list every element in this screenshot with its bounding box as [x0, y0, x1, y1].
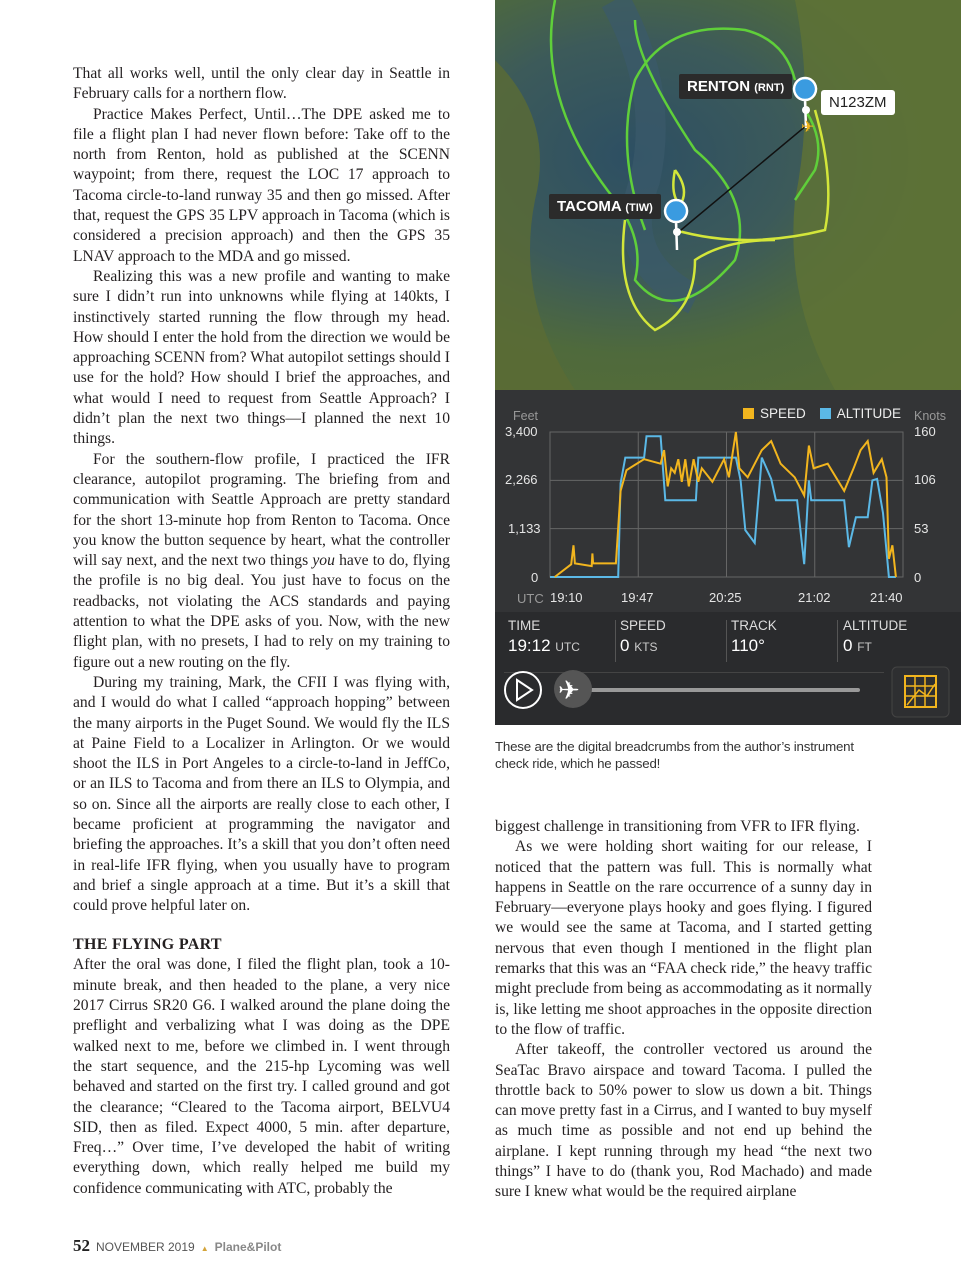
right-tick: 53 — [914, 521, 929, 536]
stat-track: TRACK 110° — [731, 618, 777, 655]
tacoma-label: TACOMA (TIW) — [549, 194, 661, 219]
legend-speed: SPEED — [760, 406, 806, 421]
paragraph: After takeoff, the controller vectored us around the SeaTac Bravo airspace and toward Tacoma. I pulled the throttle back to 50% power to slow us down a bit. Things can move pretty fast in a Cirrus, and I wanted to buy myself as much time as possible and not end up behind the airplane. I kept running through my head “the next two things” I have to do (thank you, Rod Machado) and made sure I knew what would be the required airplane — [495, 1041, 872, 1201]
x-tick: 19:47 — [621, 590, 654, 605]
paragraph: biggest challenge in transitioning from VFR to IFR flying. — [495, 818, 860, 835]
legend-altitude: ALTITUDE — [836, 406, 902, 421]
tacoma-pin-icon[interactable] — [665, 200, 687, 250]
text: have to do, flying the profile is no big deal. You just have to focus on the readbacks, not violating the ACS standards and paying attention to what the DPE asks of you. Now, with the new flight plan, with no presets, I had to rely on my training to figure out a new routing on the fly. — [73, 552, 450, 671]
x-tick: 20:25 — [709, 590, 742, 605]
right-tick: 106 — [914, 472, 936, 487]
stat-speed: SPEED 0 KTS — [620, 618, 666, 655]
chart-toggle-button[interactable] — [892, 667, 949, 717]
issue-date: NOVEMBER 2019 — [96, 1240, 195, 1254]
paragraph: As we were holding short waiting for our release, I noticed that the pattern was full. This is normally what happens in Seattle on the rare occurrence of a sunny day in February—everyone plays hooky and goes flying. I figured we would see the same at Tacoma, and I started getting nervous that even though I mentioned in the flight plan remarks that this was an “FAA check ride,” the heavy traffic might preclude from being as accommodating as it normally is, like letting me shoot approaches in the opposite direction to the flow of traffic. — [495, 838, 872, 1038]
left-tick: 1,133 — [508, 521, 541, 536]
altitude-series-line — [550, 436, 896, 577]
flight-track-map[interactable] — [495, 0, 961, 390]
triangle-icon: ▲ — [200, 1244, 209, 1253]
page-footer — [73, 1236, 281, 1256]
stats-bar — [495, 612, 961, 725]
slider-handle-airplane-icon[interactable] — [554, 670, 592, 708]
renton-label: RENTON (RNT) — [679, 74, 792, 99]
paragraph: During my training, Mark, the CFII I was flying with, and I would do what I called “approach hopping” between the many airports in the Puget Sound. We would fly the ILS at Paine Field to a Localizer in Arlington. Or we would shoot the ILS in Port Angeles to a circle-to-land in JeffCo, or an ILS to Tacoma and from there an ILS to Olympia, and so on. Since all the airports are really close to each other, I became proficient at programming the navigator and briefing the approaches. It’s a skill that you don’t often need in real-life IFR flying, when you usually have to program and brief a single approach at a time. But it’s a skill that could prove helpful later on. — [73, 673, 450, 915]
left-column — [73, 64, 450, 1199]
x-axis-label: UTC — [517, 591, 544, 606]
left-tick: 3,400 — [505, 424, 538, 439]
magazine-name: Plane&Pilot — [214, 1240, 282, 1254]
playback-slider[interactable] — [565, 688, 860, 692]
flight-track-green — [551, 0, 818, 301]
speed-altitude-chart — [495, 390, 961, 612]
right-axis-label: Knots — [914, 409, 946, 423]
flight-data-panel — [495, 390, 961, 725]
right-column — [495, 817, 872, 1203]
paragraph: Realizing this was a new profile and wanting to make sure I didn’t run into unknowns while flying at 140kts, I instinctively started running the flow through my head. How should I enter the hold from the direction we would be approaching SCENN from? What autopilot settings should I use for the hold? How should I brief the approaches, and what would I need to request from Seattle Approach? I didn’t plan the next two things—I planned the next 10 things. — [73, 267, 450, 448]
left-tick: 0 — [531, 570, 539, 585]
x-tick: 21:40 — [870, 590, 903, 605]
figure-caption: These are the digital breadcrumbs from the author’s instrument check ride, which he passed! — [495, 739, 854, 771]
airplane-marker-icon: ✈ — [801, 119, 815, 136]
x-tick: 19:10 — [550, 590, 583, 605]
right-tick: 160 — [914, 424, 936, 439]
aircraft-registration-label: N123ZM — [821, 90, 895, 115]
paragraph: Practice Makes Perfect, Until…The DPE asked me to file a flight plan I had never flown before: Take off to the north from Renton, hold as published at the SCENN waypoint; from there, request the LOC 17 approach to Tacoma circle-to-land runway 35 and then go missed. After that, request the GPS 35 LPV approach in Tacoma (which is considered a precision approach) and then the GPS 35 LNAV approach to the MDA and go missed. — [73, 105, 450, 265]
emphasis: you — [312, 552, 335, 570]
x-tick: 21:02 — [798, 590, 831, 605]
paragraph: After the oral was done, I filed the flight plan, took a 10-minute break, and then headed to the plane, a very nice 2017 Cirrus SR20 G6. I walked around the plane doing the preflight and verbalizing what I was doing as the DPE walked next to me, before we climbed in. I went through the start sequence, and the 215-hp Lycoming was well behaved and started on the first try. I called ground and got the clearance; “Cleared to the Tacoma airport, BELVU4 SID, then as filed. Expect 4000, 5 min. after departure, Freq…” Over time, I’ve developed the habit of writing everything down, which really helped me build my confidence communicating with ATC, probably the — [73, 956, 450, 1197]
svg-text:✈: ✈ — [558, 675, 580, 705]
page-number: 52 — [73, 1236, 90, 1255]
stat-altitude: ALTITUDE 0 FT — [843, 618, 908, 655]
paragraph — [73, 450, 450, 673]
left-tick: 2,266 — [505, 472, 538, 487]
section-heading: THE FLYING PART — [73, 936, 222, 954]
play-button[interactable] — [505, 672, 541, 708]
left-axis-label: Feet — [513, 409, 539, 423]
right-tick: 0 — [914, 570, 922, 585]
text: For the southern-flow profile, I practiced the IFR clearance, autopilot programing. The briefing from and communication with Seattle Approach are pretty standard for the short 13-minute hop from Renton to Tacoma. Once you know the button sequence by heart, what the controller will say next, and the next two things — [73, 450, 450, 570]
paragraph: That all works well, until the only clear day in Seattle in February calls for a northern flow. — [73, 65, 450, 103]
stat-time: TIME 19:12 UTC — [508, 618, 580, 655]
